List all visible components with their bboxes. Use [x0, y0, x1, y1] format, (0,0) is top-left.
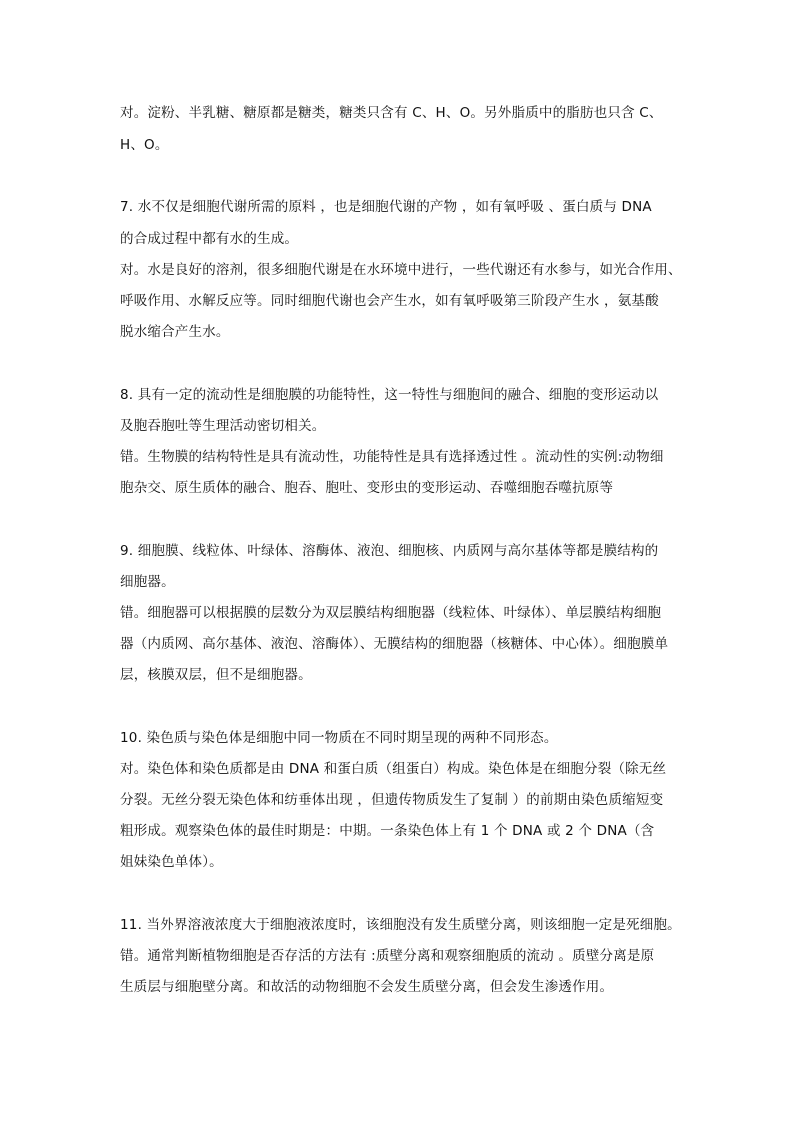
- text-line: 呼吸作用、水解反应等。同时细胞代谢也会产生水，如有氧呼吸第三阶段产生水 ，氨基酸: [120, 293, 659, 309]
- text-line: H、O。: [120, 137, 169, 153]
- answer-8-line: 错。生物膜的结构特性是具有流动性，功能特性是具有选择透过性 。流动性的实例:动物细: [120, 449, 664, 465]
- text-line: 胞杂交、原生质体的融合、胞吞、胞吐、变形虫的变形运动、吞噬细胞吞噬抗原等: [120, 480, 614, 496]
- question-11-line: 11. 当外界溶液浓度大于细胞液浓度时，该细胞没有发生质壁分离，则该细胞一定是死细胞。: [120, 917, 681, 933]
- text-line: 的合成过程中都有水的生成。: [120, 231, 299, 247]
- text-line: 层，核膜双层，但不是细胞器。: [120, 667, 312, 683]
- text-line: 姐妹染色单体）。: [120, 854, 223, 870]
- question-10-line: 10. 染色质与染色体是细胞中同一物质在不同时期呈现的两种不同形态。: [120, 730, 558, 746]
- text-line: 器（内质网、高尔基体、液泡、溶酶体）、无膜结构的细胞器（核糖体、中心体）。细胞膜单: [120, 636, 669, 652]
- text-line: 及胞吞胞吐等生理活动密切相关。: [120, 418, 326, 434]
- question-7-line: 7. 水不仅是细胞代谢所需的原料 ，也是细胞代谢的产物 ，如有氧呼吸 、蛋白质与 DNA: [120, 199, 652, 215]
- answer-10-line: 对。染色体和染色质都是由 DNA 和蛋白质（组蛋白）构成。染色体是在细胞分裂（除无丝: [120, 761, 667, 777]
- answer-9-line: 错。细胞器可以根据膜的层数分为双层膜结构细胞器（线粒体、叶绿体）、单层膜结构细胞: [120, 605, 662, 621]
- question-9-line: 9. 细胞膜、线粒体、叶绿体、溶酶体、液泡、细胞核、内质网与高尔基体等都是膜结构的: [120, 543, 659, 559]
- text-line: 粗形成。观察染色体的最佳时期是：中期。一条染色体上有 1 个 DNA 或 2 个 DNA（含: [120, 823, 655, 839]
- answer-11-line: 错。通常判断植物细胞是否存活的方法有 :质壁分离和观察细胞质的流动 。质壁分离是原: [120, 948, 655, 964]
- answer-7-line: 对。水是良好的溶剂，很多细胞代谢是在水环境中进行，一些代谢还有水参与，如光合作用、: [120, 262, 682, 278]
- text-line: 生质层与细胞壁分离。和故活的动物细胞不会发生质壁分离，但会发生渗透作用。: [120, 979, 614, 995]
- text-line: 脱水缩合产生水。: [120, 324, 230, 340]
- text-line: 细胞器。: [120, 574, 175, 590]
- text-line: 分裂。无丝分裂无染色体和纺垂体出现 ，但遗传物质发生了复制 ）的前期由染色质缩短变: [120, 792, 664, 808]
- question-8-line: 8. 具有一定的流动性是细胞膜的功能特性，这一特性与细胞间的融合、细胞的变形运动以: [120, 387, 659, 403]
- text-line: 对。淀粉、半乳糖、糖原都是糖类，糖类只含有 C、H、O。另外脂质中的脂肪也只含 C、: [120, 105, 663, 121]
